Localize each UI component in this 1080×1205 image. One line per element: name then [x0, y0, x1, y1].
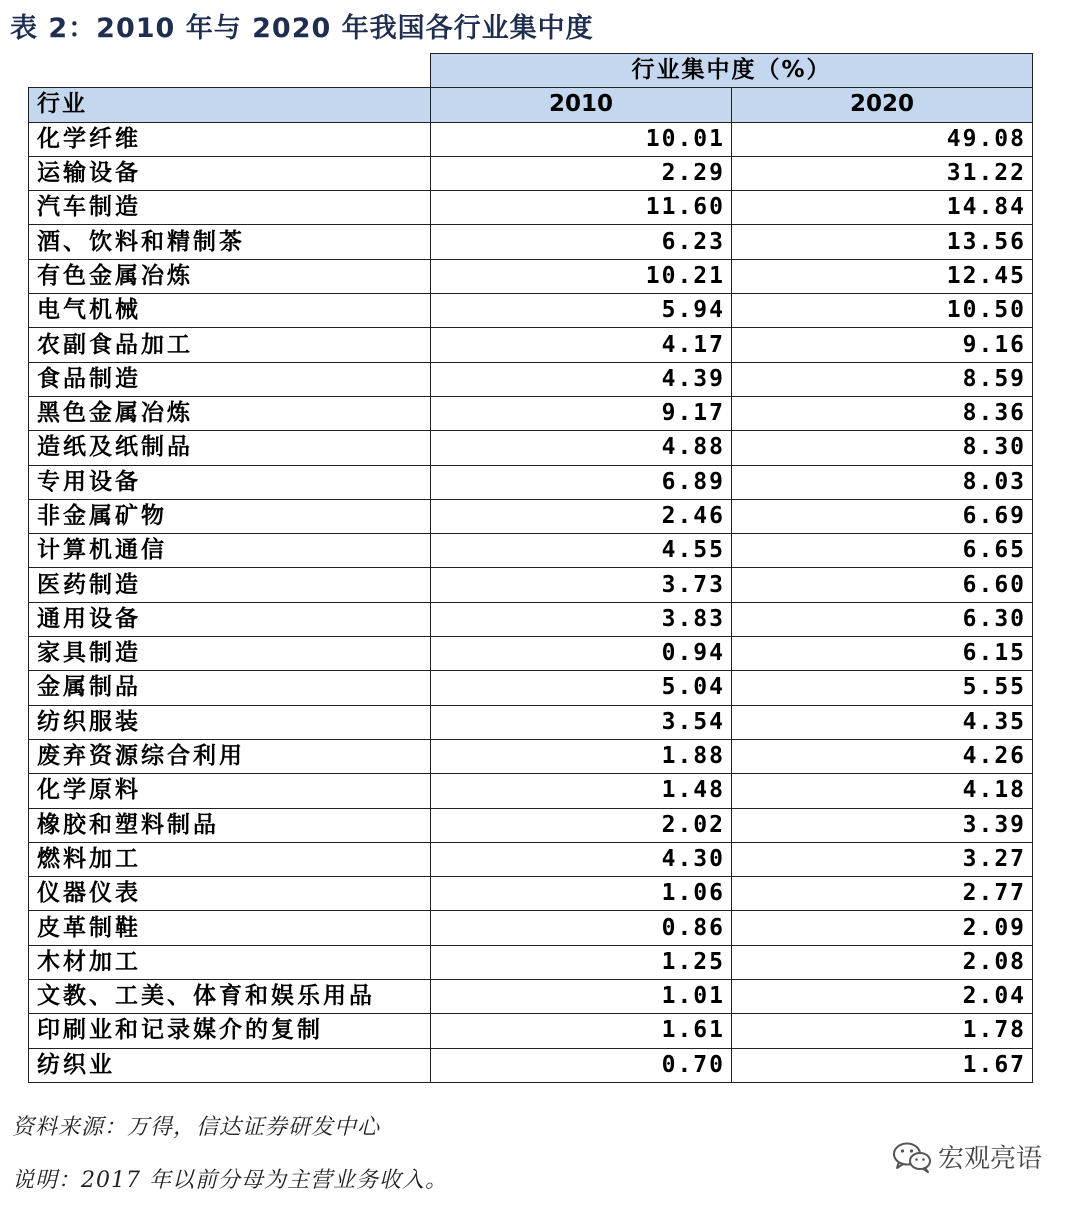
value-2010-cell: 2.02	[431, 808, 732, 842]
value-2020-cell: 14.84	[732, 191, 1033, 225]
industry-name-cell: 木材加工	[29, 945, 431, 979]
industry-name-cell: 橡胶和塑料制品	[29, 808, 431, 842]
value-2020-cell: 3.27	[732, 842, 1033, 876]
source-note: 资料来源：万得，信达证券研发中心	[12, 1115, 381, 1140]
value-2020-cell: 2.09	[732, 911, 1033, 945]
value-2020-cell: 10.50	[732, 294, 1033, 328]
table-row	[29, 671, 1033, 705]
table-row	[29, 122, 1033, 156]
table-row	[29, 568, 1033, 602]
value-2010-cell: 9.17	[431, 396, 732, 430]
value-2020-cell: 6.60	[732, 568, 1033, 602]
value-2020-cell: 4.35	[732, 705, 1033, 739]
industry-name-cell: 造纸及纸制品	[29, 431, 431, 465]
industry-name-cell: 纺织业	[29, 1048, 431, 1082]
industry-name-cell: 非金属矿物	[29, 499, 431, 533]
table-row	[29, 362, 1033, 396]
table-row	[29, 774, 1033, 808]
value-2010-cell: 1.25	[431, 945, 732, 979]
table-row	[29, 534, 1033, 568]
value-2010-cell: 4.17	[431, 328, 732, 362]
value-2010-cell: 3.54	[431, 705, 732, 739]
industry-name-cell: 食品制造	[29, 362, 431, 396]
table-row	[29, 808, 1033, 842]
value-2020-cell: 5.55	[732, 671, 1033, 705]
concentration-table	[28, 53, 1033, 1083]
watermark-text: 宏观亮语	[938, 1144, 1043, 1174]
industry-name-cell: 汽车制造	[29, 191, 431, 225]
table-row	[29, 980, 1033, 1014]
industry-name-cell: 电气机械	[29, 294, 431, 328]
table-row	[29, 191, 1033, 225]
industry-name-cell: 运输设备	[29, 156, 431, 190]
value-2020-cell: 12.45	[732, 259, 1033, 293]
table-row	[29, 431, 1033, 465]
explanation-note: 说明：2017 年以前分母为主营业务收入。	[12, 1168, 448, 1193]
value-2010-cell: 3.73	[431, 568, 732, 602]
industry-name-cell: 废弃资源综合利用	[29, 739, 431, 773]
year-2020-header: 2020	[732, 88, 1033, 122]
industry-name-cell: 燃料加工	[29, 842, 431, 876]
value-2020-cell: 49.08	[732, 122, 1033, 156]
table-row	[29, 602, 1033, 636]
value-2020-cell: 2.04	[732, 980, 1033, 1014]
table-row	[29, 156, 1033, 190]
value-2020-cell: 4.18	[732, 774, 1033, 808]
value-2010-cell: 1.88	[431, 739, 732, 773]
year-2010-header: 2010	[431, 88, 732, 122]
value-2010-cell: 1.06	[431, 877, 732, 911]
header-blank-cell	[29, 54, 431, 88]
table-row	[29, 396, 1033, 430]
value-2020-cell: 8.36	[732, 396, 1033, 430]
value-2010-cell: 5.04	[431, 671, 732, 705]
industry-name-cell: 黑色金属冶炼	[29, 396, 431, 430]
industry-name-cell: 仪器仪表	[29, 877, 431, 911]
table-row	[29, 259, 1033, 293]
industry-name-cell: 有色金属冶炼	[29, 259, 431, 293]
value-2010-cell: 2.29	[431, 156, 732, 190]
value-2010-cell: 4.30	[431, 842, 732, 876]
industry-name-cell: 皮革制鞋	[29, 911, 431, 945]
value-2010-cell: 4.39	[431, 362, 732, 396]
value-2010-cell: 6.23	[431, 225, 732, 259]
industry-name-cell: 计算机通信	[29, 534, 431, 568]
value-2010-cell: 0.94	[431, 637, 732, 671]
value-2020-cell: 6.30	[732, 602, 1033, 636]
industry-name-cell: 化学纤维	[29, 122, 431, 156]
table-row	[29, 225, 1033, 259]
table-row	[29, 945, 1033, 979]
industry-name-cell: 家具制造	[29, 637, 431, 671]
wechat-icon	[892, 1141, 932, 1173]
industry-name-cell: 纺织服装	[29, 705, 431, 739]
value-2020-cell: 13.56	[732, 225, 1033, 259]
table-row	[29, 705, 1033, 739]
watermark	[892, 1138, 1042, 1175]
industry-name-cell: 医药制造	[29, 568, 431, 602]
value-2010-cell: 6.89	[431, 465, 732, 499]
value-2010-cell: 3.83	[431, 602, 732, 636]
value-2010-cell: 1.61	[431, 1014, 732, 1048]
value-2020-cell: 2.08	[732, 945, 1033, 979]
value-2010-cell: 1.48	[431, 774, 732, 808]
table-title: 表 2：2010 年与 2020 年我国各行业集中度	[10, 13, 594, 44]
value-2010-cell: 1.01	[431, 980, 732, 1014]
value-2020-cell: 31.22	[732, 156, 1033, 190]
value-2010-cell: 2.46	[431, 499, 732, 533]
value-2010-cell: 4.55	[431, 534, 732, 568]
industry-name-cell: 通用设备	[29, 602, 431, 636]
table-row	[29, 842, 1033, 876]
value-2020-cell: 4.26	[732, 739, 1033, 773]
table-row	[29, 1048, 1033, 1082]
industry-name-cell: 专用设备	[29, 465, 431, 499]
value-2020-cell: 1.78	[732, 1014, 1033, 1048]
value-2020-cell: 6.65	[732, 534, 1033, 568]
value-2020-cell: 2.77	[732, 877, 1033, 911]
industry-name-cell: 酒、饮料和精制茶	[29, 225, 431, 259]
value-2020-cell: 8.30	[732, 431, 1033, 465]
value-2010-cell: 11.60	[431, 191, 732, 225]
value-2020-cell: 8.59	[732, 362, 1033, 396]
table-row	[29, 294, 1033, 328]
table-row	[29, 1014, 1033, 1048]
value-2010-cell: 10.01	[431, 122, 732, 156]
value-2020-cell: 8.03	[732, 465, 1033, 499]
industry-name-cell: 文教、工美、体育和娱乐用品	[29, 980, 431, 1014]
table-row	[29, 499, 1033, 533]
value-2020-cell: 9.16	[732, 328, 1033, 362]
group-header: 行业集中度（%）	[431, 54, 1033, 88]
industry-name-cell: 印刷业和记录媒介的复制	[29, 1014, 431, 1048]
industry-name-cell: 农副食品加工	[29, 328, 431, 362]
value-2010-cell: 10.21	[431, 259, 732, 293]
value-2020-cell: 6.69	[732, 499, 1033, 533]
value-2020-cell: 1.67	[732, 1048, 1033, 1082]
table-row	[29, 465, 1033, 499]
table-row	[29, 637, 1033, 671]
value-2010-cell: 4.88	[431, 431, 732, 465]
table-row	[29, 911, 1033, 945]
table-row	[29, 328, 1033, 362]
value-2010-cell: 0.70	[431, 1048, 732, 1082]
value-2020-cell: 6.15	[732, 637, 1033, 671]
table-row	[29, 739, 1033, 773]
value-2010-cell: 0.86	[431, 911, 732, 945]
industry-column-header: 行业	[29, 88, 431, 122]
industry-name-cell: 金属制品	[29, 671, 431, 705]
value-2010-cell: 5.94	[431, 294, 732, 328]
industry-name-cell: 化学原料	[29, 774, 431, 808]
value-2020-cell: 3.39	[732, 808, 1033, 842]
table-row	[29, 877, 1033, 911]
